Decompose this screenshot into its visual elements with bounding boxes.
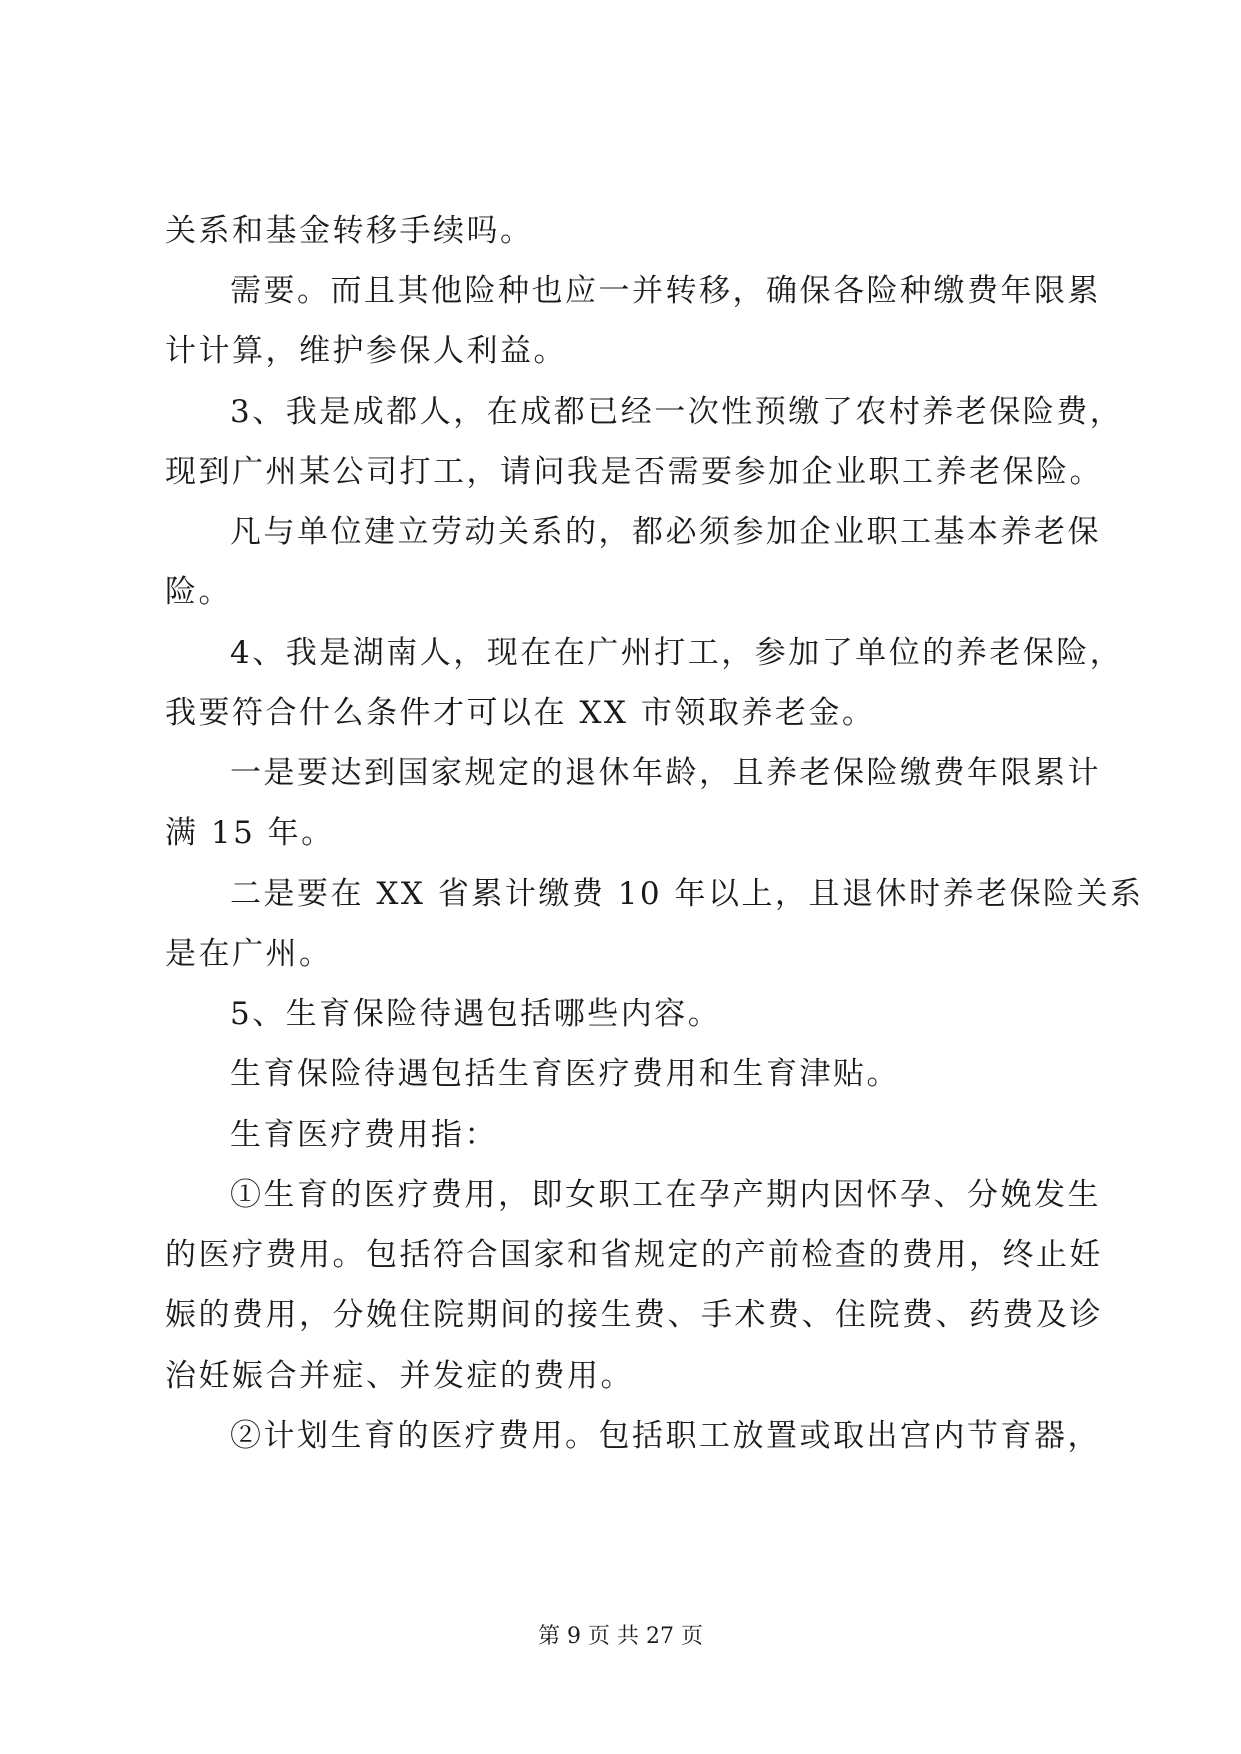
text-line: 娠的费用，分娩住院期间的接生费、手术费、住院费、药费及诊	[165, 1297, 1103, 1333]
text-line: 险。	[165, 574, 232, 610]
text-line: 生育医疗费用指：	[230, 1117, 498, 1153]
text-line: 满 15 年。	[165, 815, 335, 851]
text-line: 一是要达到国家规定的退休年龄，且养老保险缴费年限累计	[230, 755, 1101, 791]
text-line: 治妊娠合并症、并发症的费用。	[165, 1358, 634, 1394]
text-line: 计计算，维护参保人利益。	[165, 333, 567, 369]
text-line: 3、我是成都人，在成都已经一次性预缴了农村养老保险费，	[230, 394, 1124, 430]
text-line: 5、生育保险待遇包括哪些内容。	[230, 996, 722, 1032]
text-line: ①生育的医疗费用，即女职工在孕产期内因怀孕、分娩发生	[230, 1177, 1101, 1213]
text-line: 凡与单位建立劳动关系的，都必须参加企业职工基本养老保	[230, 514, 1101, 550]
text-line: 的医疗费用。包括符合国家和省规定的产前检查的费用，终止妊	[165, 1237, 1103, 1273]
text-line: 现到广州某公司打工，请问我是否需要参加企业职工养老保险。	[165, 454, 1103, 490]
text-line: 二是要在 XX 省累计缴费 10 年以上，且退休时养老保险关系	[230, 876, 1144, 912]
page-number-footer: 第 9 页 共 27 页	[538, 1624, 703, 1649]
text-line: 生育保险待遇包括生育医疗费用和生育津贴。	[230, 1056, 900, 1092]
text-line: 需要。而且其他险种也应一并转移，确保各险种缴费年限累	[230, 273, 1101, 309]
text-line: 关系和基金转移手续吗。	[165, 213, 534, 249]
text-line: 4、我是湖南人，现在在广州打工，参加了单位的养老保险，	[230, 635, 1124, 671]
text-line: 我要符合什么条件才可以在 XX 市领取养老金。	[165, 695, 876, 731]
text-line: 是在广州。	[165, 936, 333, 972]
text-line: ②计划生育的医疗费用。包括职工放置或取出宫内节育器，	[230, 1418, 1101, 1454]
